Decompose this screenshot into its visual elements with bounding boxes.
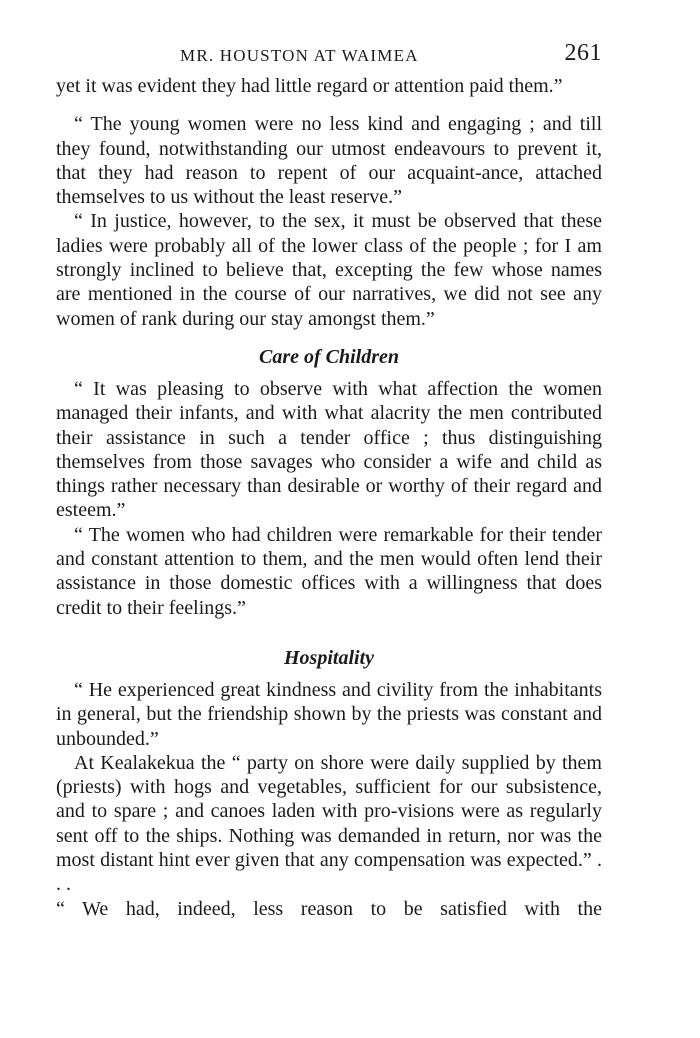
running-title: MR. HOUSTON AT WAIMEA — [180, 46, 419, 65]
paragraph: “ It was pleasing to observe with what affection the women managed their infants, and with what alacrity the men contributed their assistance in such a tender office ; thus distinguishing themselves from those savages who consider a wife and child as things rather necessary than desirable or worthy of their regard and esteem.” — [56, 377, 602, 522]
section-heading-care-of-children: Care of Children — [258, 345, 400, 368]
section-heading-hospitality: Hospitality — [284, 646, 374, 669]
paragraph: yet it was evident they had little regard or attention paid them.” — [56, 75, 563, 97]
book-page — [56, 40, 602, 921]
running-head — [56, 40, 602, 74]
body-text — [56, 74, 602, 921]
paragraph: At Kealakekua the “ party on shore were daily supplied by them (priests) with hogs and vegetables, sufficient for our subsistence, and to spare ; and canoes laden with pro-visions were as regularly sent off to the ships. Nothing was demanded in return, nor was the most distant hint ever given that any compensation was expected.” . . . — [56, 751, 602, 896]
paragraph: “ We had, indeed, less reason to be satisfied with the — [56, 897, 602, 920]
paragraph: “ The women who had children were remarkable for their tender and constant attention to them, and the men would often lend their assistance in those domestic offices with a willingness that does credit to their feelings.” — [56, 523, 602, 619]
paragraph: “ In justice, however, to the sex, it must be observed that these ladies were probably all of the lower class of the people ; for I am strongly inclined to believe that, excepting the few whose names are mentioned in the course of our narratives, we did not see any women of rank during our stay amongst them.” — [56, 210, 602, 330]
paragraph: “ The young women were no less kind and engaging ; and till they found, notwithstanding our utmost endeavours to prevent it, that they had reason to repent of our acquaint-ance, attached themselves to us without the least reserve.” — [56, 113, 602, 209]
page-number: 261 — [564, 40, 602, 66]
paragraph: “ He experienced great kindness and civility from the inhabitants in general, but the friendship shown by the priests was constant and unbounded.” — [56, 678, 602, 750]
